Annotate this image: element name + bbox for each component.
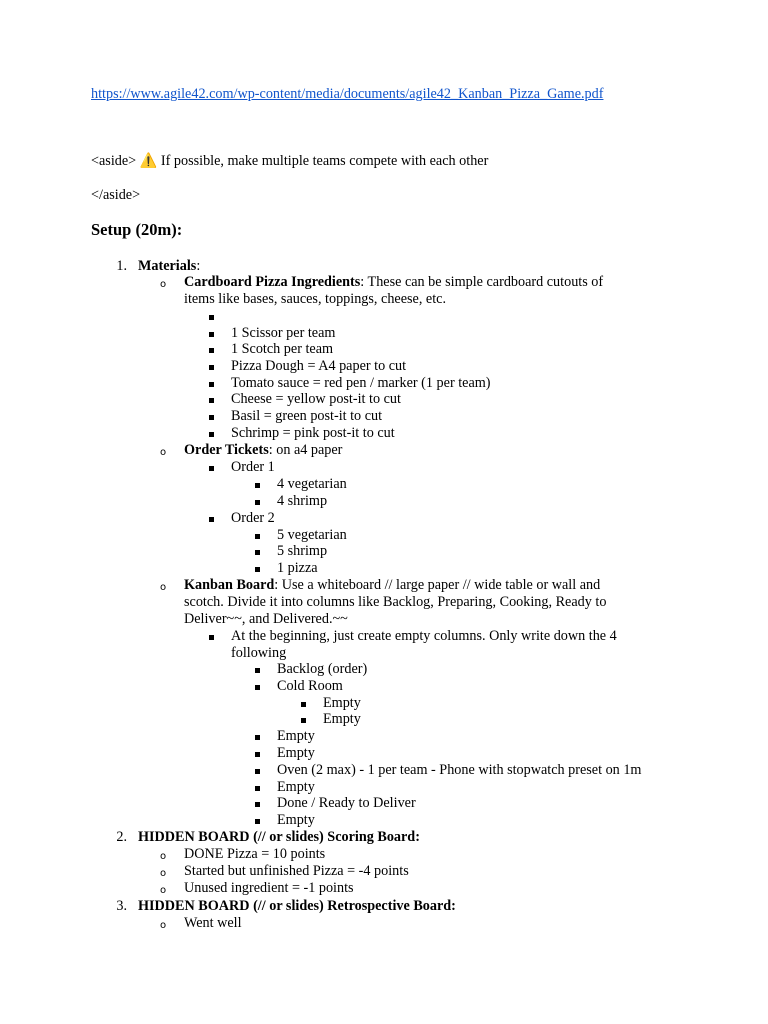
square-bullet-icon (209, 466, 214, 471)
square-bullet-icon (255, 483, 260, 488)
square-bullet-icon (255, 567, 260, 572)
reference-link[interactable]: https://www.agile42.com/wp-content/media/documents/agile42_Kanban_Pizza_Game.pdf (91, 86, 604, 102)
aside-open-text: <aside> ⚠️ If possible, make multiple teams compete with each other (91, 153, 489, 169)
square-bullet-icon (255, 769, 260, 774)
column-empty: Empty (277, 779, 315, 795)
square-bullet-icon (209, 517, 214, 522)
order1-item: 4 shrimp (277, 493, 328, 509)
column-oven: Oven (2 max) - 1 per team - Phone with stopwatch preset on 1m (277, 762, 642, 778)
materials-label (138, 258, 200, 275)
order2-item: 1 pizza (277, 560, 318, 576)
order1-label: Order 1 (231, 459, 275, 475)
ingredient-item: Schrimp = pink post-it to cut (231, 425, 395, 441)
square-bullet-icon (209, 415, 214, 420)
circle-bullet-icon: o (160, 868, 167, 879)
kanban-text2: scotch. Divide it into columns like Backlog, Preparing, Cooking, Ready to (184, 594, 607, 610)
list-number-2: 2. (116, 829, 127, 845)
circle-bullet-icon: o (160, 582, 167, 593)
ingredient-item: 1 Scissor per team (231, 325, 336, 341)
list-number-3: 3. (116, 898, 127, 914)
setup-heading: Setup (20m): (91, 220, 183, 239)
square-bullet-icon (209, 332, 214, 337)
square-bullet-icon (255, 668, 260, 673)
square-bullet-icon (255, 752, 260, 757)
column-empty: Empty (277, 812, 315, 828)
order-tickets-line (184, 442, 342, 459)
scoring-item: DONE Pizza = 10 points (184, 846, 326, 862)
square-bullet-icon (255, 500, 260, 505)
circle-bullet-icon: o (160, 851, 167, 862)
cardboard-line1 (184, 274, 603, 291)
cold-room-sub-item: Empty (323, 695, 361, 711)
cold-room-sub-item: Empty (323, 711, 361, 727)
order1-item: 4 vegetarian (277, 476, 347, 492)
retrospective-item: Went well (184, 915, 242, 931)
circle-bullet-icon: o (160, 885, 167, 896)
cardboard-text2: items like bases, sauces, toppings, cheese, etc. (184, 291, 446, 307)
square-bullet-icon (255, 819, 260, 824)
kanban-line1 (184, 577, 600, 594)
kanban-note-line2: following (231, 645, 287, 661)
circle-bullet-icon: o (160, 279, 167, 290)
order-tickets-text: : on a4 paper (268, 442, 343, 458)
scoring-item: Started but unfinished Pizza = -4 points (184, 863, 409, 879)
list-number-1: 1. (116, 258, 127, 274)
aside-close-text: </aside> (91, 187, 141, 203)
square-bullet-icon (209, 365, 214, 370)
square-bullet-icon (255, 786, 260, 791)
kanban-title: Kanban Board (184, 577, 275, 593)
materials-title: Materials (138, 258, 197, 274)
column-cold-room: Cold Room (277, 678, 343, 694)
circle-bullet-icon: o (160, 447, 167, 458)
cardboard-text1: : These can be simple cardboard cutouts of (360, 274, 604, 290)
square-bullet-icon (255, 735, 260, 740)
square-bullet-icon (209, 432, 214, 437)
kanban-text1: : Use a whiteboard // large paper // wide table or wall and (274, 577, 601, 593)
cardboard-title: Cardboard Pizza Ingredients (184, 274, 361, 290)
square-bullet-icon (209, 635, 214, 640)
column-empty: Empty (277, 728, 315, 744)
square-bullet-icon (255, 685, 260, 690)
ingredient-item: 1 Scotch per team (231, 341, 334, 357)
order-tickets-title: Order Tickets (184, 442, 269, 458)
kanban-text3: Deliver~~, and Delivered.~~ (184, 611, 348, 627)
column-done: Done / Ready to Deliver (277, 795, 416, 811)
square-bullet-icon (209, 315, 214, 320)
retrospective-board-title: HIDDEN BOARD (// or slides) Retrospective Board: (138, 898, 456, 914)
order2-item: 5 vegetarian (277, 527, 347, 543)
square-bullet-icon (209, 382, 214, 387)
square-bullet-icon (209, 398, 214, 403)
ingredient-item: Pizza Dough = A4 paper to cut (231, 358, 407, 374)
square-bullet-icon (255, 550, 260, 555)
column-empty: Empty (277, 745, 315, 761)
ingredient-item: Cheese = yellow post-it to cut (231, 391, 401, 407)
scoring-board-title: HIDDEN BOARD (// or slides) Scoring Board: (138, 829, 420, 845)
square-bullet-icon (255, 802, 260, 807)
square-bullet-icon (301, 718, 306, 723)
materials-colon: : (196, 258, 201, 274)
column-backlog: Backlog (order) (277, 661, 368, 677)
ingredient-item: Basil = green post-it to cut (231, 408, 383, 424)
circle-bullet-icon: o (160, 920, 167, 931)
order2-label: Order 2 (231, 510, 275, 526)
ingredient-item: Tomato sauce = red pen / marker (1 per team) (231, 375, 491, 391)
order2-item: 5 shrimp (277, 543, 328, 559)
square-bullet-icon (209, 348, 214, 353)
scoring-item: Unused ingredient = -1 points (184, 880, 354, 896)
square-bullet-icon (255, 534, 260, 539)
kanban-note-line1: At the beginning, just create empty columns. Only write down the 4 (231, 628, 617, 644)
square-bullet-icon (301, 702, 306, 707)
